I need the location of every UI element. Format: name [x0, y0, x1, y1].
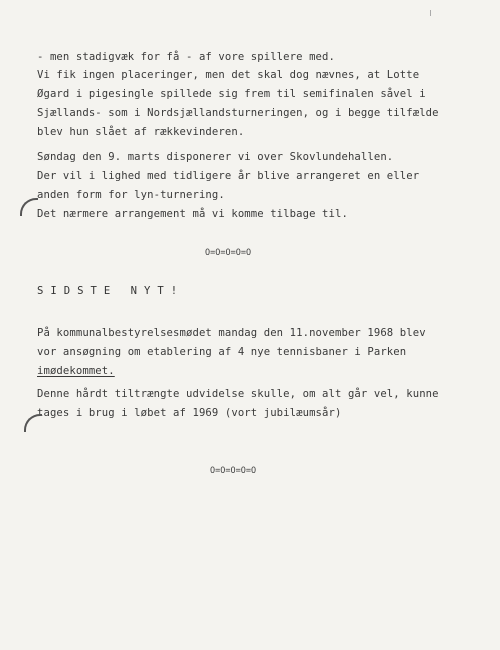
text-line: blev hun slået af rækkevinderen.	[37, 126, 245, 138]
text-line: vor ansøgning om etablering af 4 nye tennisbaner i Parken	[37, 346, 407, 358]
text-line: anden form for lyn-turnering.	[37, 189, 225, 201]
text-line: Sjællands- som i Nordsjællandsturneringen, og i begge tilfælde	[37, 107, 439, 119]
separator: O=O=O=O=O	[210, 466, 257, 476]
text-line: Øgard i pigesingle spillede sig frem til semifinalen såvel i	[37, 88, 426, 100]
text-line: Denne hårdt tiltrængte udvidelse skulle, om alt går vel, kunne	[37, 388, 439, 400]
text-line: På kommunalbestyrelsesmødet mandag den 11.november 1968 blev	[37, 327, 426, 339]
scan-speck	[430, 10, 431, 16]
section-heading: SIDSTE NYT!	[37, 285, 185, 297]
punch-hole-mark	[24, 414, 42, 432]
punch-hole-mark	[20, 198, 38, 216]
underlined-word: imødekommet.	[37, 365, 115, 377]
text-line: - men stadigvæk for få - af vore spillere med.	[37, 51, 335, 63]
text-line: Der vil i lighed med tidligere år blive arrangeret en eller	[37, 170, 420, 182]
text-line: Vi fik ingen placeringer, men det skal dog nævnes, at Lotte	[37, 69, 420, 81]
text-line: tages i brug i løbet af 1969 (vort jubilæumsår)	[37, 407, 342, 419]
text-line: Søndag den 9. marts disponerer vi over Skovlundehallen.	[37, 151, 394, 163]
separator: O=O=O=O=O	[205, 248, 252, 258]
text-line: Det nærmere arrangement må vi komme tilbage til.	[37, 208, 348, 220]
